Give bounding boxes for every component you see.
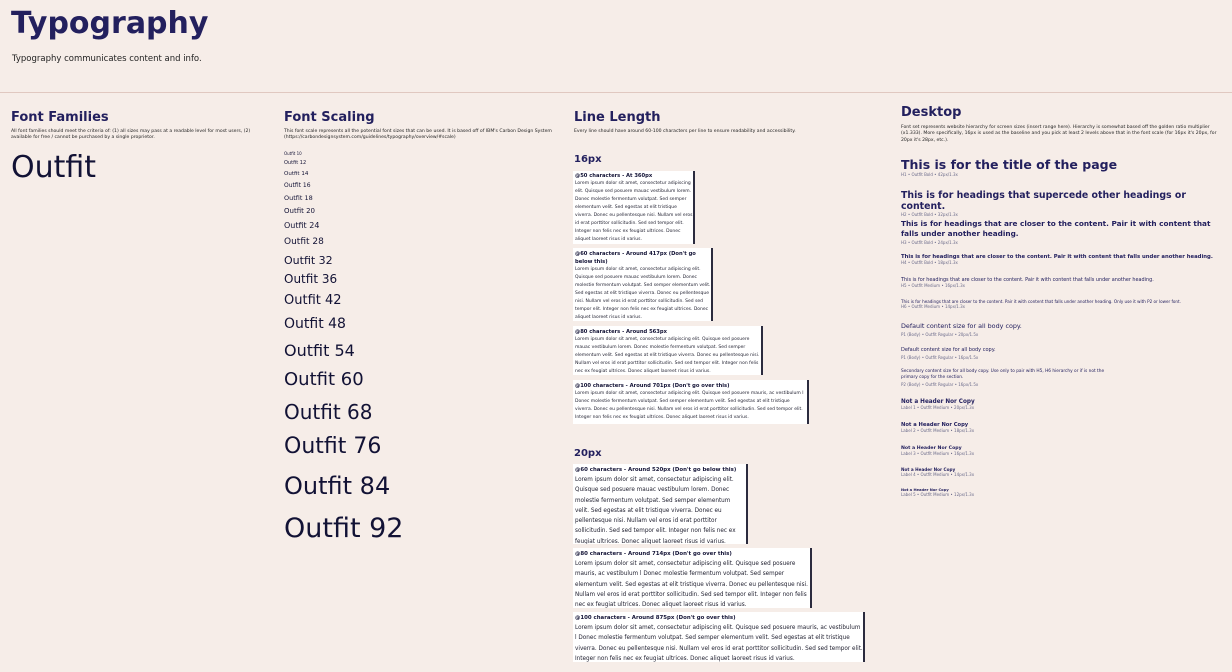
scale-item-48: Outfit 48	[284, 316, 346, 332]
card-body: Lorem ipsum dolor sit amet, consectetur adipiscing elit. Quisque sed posuere mauris, ac vestibulum l Donec molestie fermentum volutpat. Sed semper elementum velit. Sed egestas at elit tristique viverra. Donec eu pellentesque nisi. Nullam vel eros id erat porttitor sollicitudin. Sed sed tempor elit. Integer non felis nec ex feugiat ultrices. Donec aliquet laoreet risus id varius.	[575, 391, 804, 420]
type-sample: Not a Header Nor Copy	[901, 422, 969, 428]
card-title: @100 characters - Around 875px (Don't go over this)	[575, 615, 736, 621]
type-spec-h2	[901, 190, 1226, 217]
card-title: @80 characters - Around 563px	[575, 329, 667, 335]
type-spec-h3	[901, 219, 1226, 245]
scale-item-60: Outfit 60	[284, 369, 364, 390]
type-spec-label-1	[901, 399, 1226, 410]
card-title: @50 characters - At 360px	[575, 173, 653, 179]
scale-item-14: Outfit 14	[284, 171, 309, 177]
type-spec-label-5	[901, 488, 1226, 497]
card-title: @60 characters - Around 417px (Don't go below this)	[575, 251, 696, 265]
type-meta: P1 (Body) • Outfit Regular • 16px/1.5x	[901, 355, 979, 360]
type-spec-h1	[901, 157, 1226, 177]
type-spec-h6	[901, 299, 1226, 309]
scale-item-68: Outfit 68	[284, 400, 373, 424]
scale-item-20: Outfit 20	[284, 207, 315, 215]
card-title: @100 characters - Around 701px (Don't go over this)	[575, 383, 730, 389]
scale-item-92: Outfit 92	[284, 513, 404, 544]
type-sample: This is for headings that supercede other headings or content.	[901, 190, 1186, 212]
type-meta: H1 • Outfit Bold • 42px/1.3x	[901, 172, 958, 177]
type-meta: H2 • Outfit Bold • 32px/1.3x	[901, 212, 958, 217]
card-body: Lorem ipsum dolor sit amet, consectetur adipiscing elit. Quisque sed posuere mauac vestibulum lorem. Donec molestie fermentum volutpat. Sed semper elementum velit. Sed egestas at elit tristique viverra. Donec eu pellentesque nisi. Nullam vel eros id erat porttitor sollicitudin. Sed sed tempor elit. Integer non felis nec ex feugiat ultrices. Donec aliquet laoreet risus id varius.	[575, 181, 693, 242]
scale-item-10: Outfit 10	[284, 151, 302, 156]
card-title: @60 characters - Around 520px (Don't go below this)	[575, 467, 737, 473]
font-families-desc: All font families should meet the criteria of: (1) all sizes may pass at a readable level for most users, (2) available for free / cannot be purchased by a single proprietor.	[11, 129, 251, 141]
type-meta: P2 (Body) • Outfit Regular • 16px/1.5x	[901, 382, 979, 387]
type-meta: Label 1 • Outfit Medium • 20px/1.3x	[901, 405, 975, 410]
card-body: Lorem ipsum dolor sit amet, consectetur adipiscing elit. Quisque sed posuere mauac vestibulum lorem. Donec molestie fermentum volutpat. Sed semper elementum velit. Sed egestas at elit tristique viverra. Donec eu pellentesque nisi. Nullam vel eros id erat porttitor sollicitudin. Sed sed tempor elit. Integer non felis nec ex feugiat ultrices. Donec aliquet laoreet risus id varius.	[575, 477, 736, 544]
line-length-card-16-50	[573, 171, 695, 244]
type-meta: Label 2 • Outfit Medium • 18px/1.3x	[901, 428, 975, 433]
type-sample: Default content size for all body copy.	[901, 322, 1022, 330]
line-length-card-16-60	[573, 248, 713, 321]
scale-item-24: Outfit 24	[284, 221, 320, 230]
scale-item-76: Outfit 76	[284, 434, 382, 459]
type-sample: Not a Header Nor Copy	[901, 446, 962, 451]
line-length-card-16-80	[573, 326, 763, 375]
type-sample: This is for headings that are closer to the content. Pair it with content that falls under another heading. Only use it with P2 or lower font.	[901, 299, 1181, 304]
card-body: Lorem ipsum dolor sit amet, consectetur adipiscing elit. Quisque sed posuere mauac vestibulum lorem. Donec molestie fermentum volutpat. Sed semper elementum velit. Sed egestas at elit tristique viverra. Donec eu pellentesque nisi. Nullam vel eros id erat porttitor sollicitudin. Sed sed tempor elit. Integer non felis nec ex feugiat ultrices. Donec aliquet laoreet risus id varius.	[575, 337, 760, 374]
type-sample: Not a Header Nor Copy	[901, 399, 975, 405]
type-meta: Label 5 • Outfit Medium • 12px/1.3x	[901, 492, 975, 497]
size-16px-heading: 16px	[574, 154, 602, 165]
type-spec-h5	[901, 277, 1226, 288]
type-sample: Secondary content size for all body copy. Use only to pair with H5, H6 hierarchy or if is not the primary copy for the section.	[901, 369, 1105, 380]
type-meta: Label 4 • Outfit Medium • 14px/1.3x	[901, 472, 975, 477]
type-spec-h4	[901, 254, 1226, 265]
card-body: Lorem ipsum dolor sit amet, consectetur adipiscing elit. Quisque sed posuere mauris, ac vestibulum l Donec molestie fermentum volutpat. Sed semper elementum velit. Sed egestas at elit tristique viverra. Donec eu pellentesque nisi. Nullam vel eros id erat porttitor sollicitudin. Sed sed tempor elit. Integer non felis nec ex feugiat ultrices. Donec aliquet laoreet risus id varius.	[575, 561, 808, 608]
scale-item-36: Outfit 36	[284, 272, 338, 286]
header-divider	[0, 92, 1232, 93]
font-families-title: Font Families	[11, 110, 109, 125]
type-spec-label-3	[901, 446, 1226, 456]
font-scaling-title: Font Scaling	[284, 110, 375, 125]
size-20px-heading: 20px	[574, 448, 602, 459]
type-meta: H5 • Outfit Medium • 16px/1.3x	[901, 283, 966, 288]
type-sample: This is for the title of the page	[901, 157, 1118, 172]
card-body: Lorem ipsum dolor sit amet, consectetur adipiscing elit. Quisque sed posuere mauris, ac vestibulum l Donec molestie fermentum volutpat. Sed semper elementum velit. Sed egestas at elit tristique viverra. Donec eu pellentesque nisi. Nullam vel eros id erat porttitor sollicitudin. Sed sed tempor elit. Integer non felis nec ex feugiat ultrices. Donec aliquet laoreet risus id varius.	[575, 625, 863, 662]
line-length-desc: Every line should have around 60-100 characters per line to ensure readability and accessibility.	[574, 129, 796, 134]
type-sample: This is for headings that are closer to the content. Pair it with content that falls under another heading.	[901, 277, 1154, 283]
scale-item-42: Outfit 42	[284, 293, 342, 308]
type-sample: Not a Header Nor Copy	[901, 467, 956, 472]
type-spec-p1-20	[901, 322, 1226, 337]
desktop-desc: Font set represents website hierarchy for screen sizes (insert range here). Hierarchy is somewhat based off the golden ratio multiplier (x1.333). More specifically, 16px is used as the baseline and you pick at least 2 levels above that in the font scale (for 16px it's 20px, for 20px it's 28px, etc.).	[901, 125, 1217, 143]
card-title: @80 characters - Around 714px (Don't go over this)	[575, 551, 732, 557]
line-length-card-20-60	[573, 464, 748, 544]
desktop-title: Desktop	[901, 105, 962, 120]
page-subtitle: Typography communicates content and info.	[12, 54, 202, 64]
type-spec-label-2	[901, 422, 1226, 433]
page-title: Typography	[11, 6, 209, 41]
type-sample: Not a Header Nor Copy	[901, 488, 949, 492]
type-meta: P1 (Body) • Outfit Regular • 20px/1.5x	[901, 332, 979, 337]
scale-item-54: Outfit 54	[284, 341, 355, 360]
scale-item-18: Outfit 18	[284, 194, 313, 202]
font-family-sample: Outfit	[11, 150, 97, 185]
type-spec-label-4	[901, 467, 1226, 477]
scale-item-16: Outfit 16	[284, 182, 311, 189]
type-meta: Label 3 • Outfit Medium • 16px/1.3x	[901, 451, 975, 456]
scale-item-12: Outfit 12	[284, 160, 307, 166]
font-scaling-desc: This font scale represents all the potential font sizes that can be used. It is based off of IBM's Carbon Design System (https://carbondesignsystem.com/guidelines/typography/overview/#scale)	[284, 129, 552, 141]
line-length-title: Line Length	[574, 110, 661, 125]
type-meta: H4 • Outfit Bold • 18px/1.3x	[901, 260, 958, 265]
type-spec-p1-16	[901, 347, 1226, 360]
type-meta: H3 • Outfit Bold • 24px/1.3x	[901, 239, 958, 245]
line-length-card-16-100	[573, 380, 809, 424]
type-spec-p2	[901, 369, 1116, 387]
scale-item-84: Outfit 84	[284, 472, 391, 500]
line-length-card-20-100	[573, 612, 865, 662]
type-sample: This is for headings that are closer to the content. Pair it with content that falls under another heading.	[901, 219, 1211, 239]
scale-item-32: Outfit 32	[284, 254, 333, 267]
card-body: Lorem ipsum dolor sit amet, consectetur adipiscing elit. Quisque sed posuere mauac vestibulum lorem. Donec molestie fermentum volutpat. Sed semper elementum velit. Sed egestas at elit tristique viverra. Donec eu pellentesque nisi. Nullam vel eros id erat porttitor sollicitudin. Sed sed tempor elit. Integer non felis nec ex feugiat ultrices. Donec aliquet laoreet risus id varius.	[575, 267, 711, 320]
type-sample: This is for headings that are closer to the content. Pair it with content that falls under another heading.	[901, 254, 1213, 260]
scale-item-28: Outfit 28	[284, 237, 324, 247]
type-meta: H6 • Outfit Medium • 14px/1.3x	[901, 304, 966, 309]
type-sample: Default content size for all body copy.	[901, 347, 996, 353]
line-length-card-20-80	[573, 548, 812, 608]
